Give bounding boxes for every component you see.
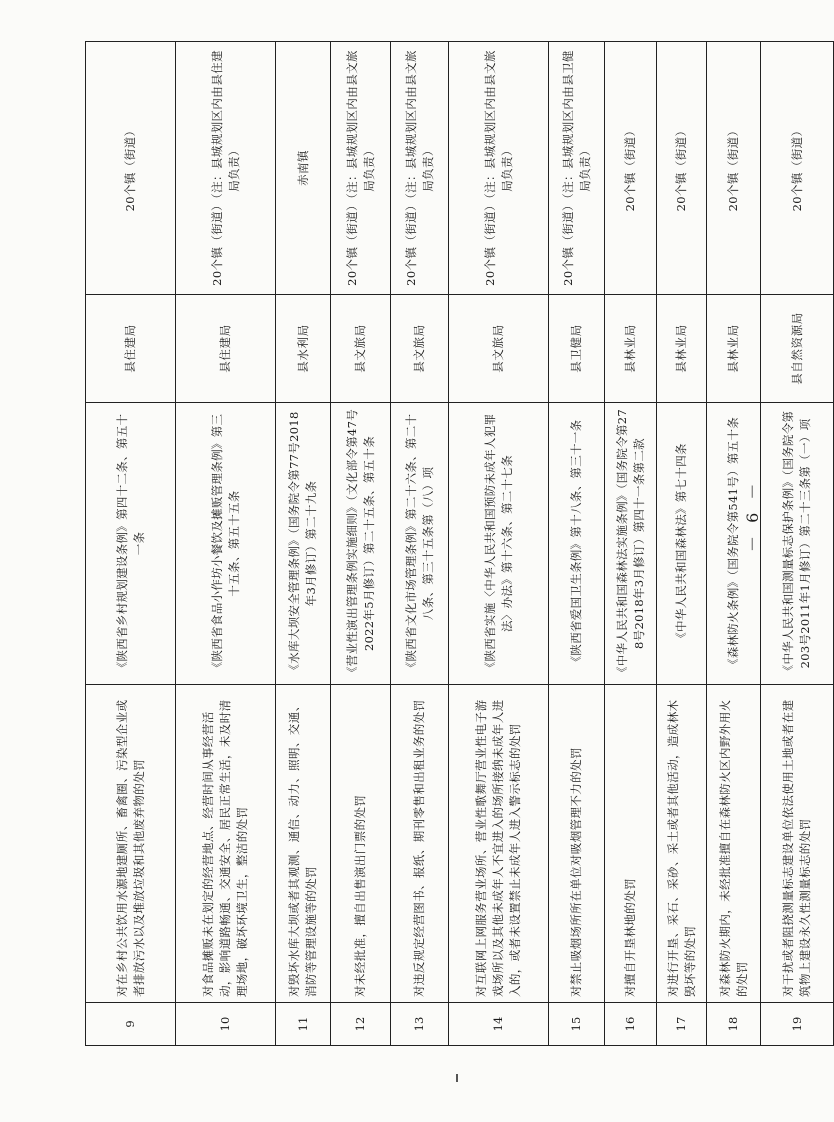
- legal-basis-cell: 《中华人民共和国森林法实施条例》（国务院令第278号2018年3月修订）第四十一条第二款: [605, 402, 657, 684]
- legal-basis-cell: 《陕西省食品小作坊小餐饮及摊贩管理条例》第三十五条、第五十五条: [176, 402, 276, 684]
- row-number-cell: 10: [176, 1003, 276, 1046]
- table-row: [761, 41, 834, 1045]
- legal-basis-cell: 《水库大坝安全管理条例》（国务院令第77号2018年3月修订）第二十九条: [276, 402, 331, 684]
- table-row: [449, 41, 549, 1045]
- department-cell: 县文旅局: [449, 294, 549, 402]
- legal-basis-cell: 《陕西省乡村规划建设条例》第四十二条、第五十一条: [86, 402, 176, 684]
- table-row: [391, 41, 449, 1045]
- department-cell: 县卫健局: [549, 294, 605, 402]
- town-cell: 20个镇（街道）: [605, 41, 657, 294]
- penalty-item-cell: 对违反规定经营图书、报纸、期刊零售和出租业务的处罚: [391, 685, 449, 1003]
- department-cell: 县林业局: [707, 294, 761, 402]
- penalty-item-cell: 对禁止吸烟场所所在单位对吸烟管理不力的处罚: [549, 685, 605, 1003]
- row-number-cell: 16: [605, 1003, 657, 1046]
- penalty-item-cell: 对干扰或者阻挠测量标志建设单位依法使用土地或者在建筑物上建设永久性测量标志的处罚: [761, 685, 834, 1003]
- department-cell: 县林业局: [657, 294, 707, 402]
- legal-basis-cell: 《营业性演出管理条例实施细则》（文化部令第47号2022年5月修订）第二十五条、第五十条: [331, 402, 391, 684]
- row-number-cell: 12: [331, 1003, 391, 1046]
- department-cell: 县林业局: [605, 294, 657, 402]
- table-row: [657, 41, 707, 1045]
- penalty-item-cell: 对毁坏水库大坝或者其观测、通信、动力、照明、交通、消防等管理设施等的处罚: [276, 685, 331, 1003]
- town-cell: 20个镇（街道）（注：县城规划区内由县文旅局负责）: [391, 41, 449, 294]
- penalty-item-cell: 对在乡村公共饮用水源地建厕所、畜禽圈、污染型企业或者排放污水以及堆放垃圾和其他废弃物的处罚: [86, 685, 176, 1003]
- town-cell: 20个镇（街道）: [761, 41, 834, 294]
- table-row: [549, 41, 605, 1045]
- penalty-item-cell: 对擅自开垦林地的处罚: [605, 685, 657, 1003]
- penalty-item-cell: 对未经批准，擅自出售演出门票的处罚: [331, 685, 391, 1003]
- penalty-item-cell: 对互联网上网服务营业场所、营业性歌舞厅营业性电子游戏场所以及其他未成年人不宜进入的场所接纳未成年人进入的，或者未设置禁止未成年人进入警示标志的处罚: [449, 685, 549, 1003]
- legal-basis-cell: 《陕西省爱国卫生条例》第十八条、第三十一条: [549, 402, 605, 684]
- rotated-table-page: [85, 42, 812, 1046]
- row-number-cell: 19: [761, 1003, 834, 1046]
- department-cell: 县文旅局: [331, 294, 391, 402]
- legal-basis-cell: 《中华人民共和国测量标志保护条例》（国务院令第203号2011年1月修订）第二十三条第（一）项: [761, 402, 834, 684]
- town-cell: 20个镇（街道）（注：县城规划区内由县文旅局负责）: [331, 41, 391, 294]
- department-cell: 县住建局: [176, 294, 276, 402]
- department-cell: 县水利局: [276, 294, 331, 402]
- table-row: [605, 41, 657, 1045]
- penalty-item-cell: 对食品摊贩未在划定的经营地点、经营时间从事经营活动，影响道路畅通、交通安全、居民正常生活，未及时清理场地，破坏环境卫生，整洁的处罚: [176, 685, 276, 1003]
- town-cell: 赤南镇: [276, 41, 331, 294]
- row-number-cell: 14: [449, 1003, 549, 1046]
- table-row: [86, 41, 176, 1045]
- town-cell: 20个镇（街道）: [707, 41, 761, 294]
- town-cell: 20个镇（街道）: [657, 41, 707, 294]
- scan-artifact-mark: [456, 1074, 458, 1082]
- legal-basis-cell: 《中华人民共和国森林法》第七十四条: [657, 402, 707, 684]
- legal-basis-cell: 《陕西省实施〈中华人民共和国预防未成年人犯罪法〉办法》第十六条、第二十七条: [449, 402, 549, 684]
- row-number-cell: 9: [86, 1003, 176, 1046]
- row-number-cell: 15: [549, 1003, 605, 1046]
- legal-basis-cell: 《陕西省文化市场管理条例》第二十六条、第二十八条、第三十五条第（八）项: [391, 402, 449, 684]
- penalty-item-cell: 对进行开垦、采石、采砂、采土或者其他活动，造成林木毁坏等的处罚: [657, 685, 707, 1003]
- town-cell: 20个镇（街道）（注：县城规划区内由县住建局负责）: [176, 41, 276, 294]
- row-number-cell: 13: [391, 1003, 449, 1046]
- row-number-cell: 17: [657, 1003, 707, 1046]
- table-row: [331, 41, 391, 1045]
- penalty-items-table: [85, 41, 834, 1046]
- town-cell: 20个镇（街道）（注：县城规划区内由县文旅局负责）: [449, 41, 549, 294]
- town-cell: 20个镇（街道）（注：县城规划区内由县卫健局负责）: [549, 41, 605, 294]
- legal-basis-cell: 《森林防火条例》（国务院令第541号）第五十条: [707, 402, 761, 684]
- table-row: [176, 41, 276, 1045]
- penalty-item-cell: 对森林防火期内，未经批准擅自在森林防火区内野外用火的处罚: [707, 685, 761, 1003]
- department-cell: 县自然资源局: [761, 294, 834, 402]
- table-row: [276, 41, 331, 1045]
- town-cell: 20个镇（街道）: [86, 41, 176, 294]
- department-cell: 县住建局: [86, 294, 176, 402]
- department-cell: 县文旅局: [391, 294, 449, 402]
- row-number-cell: 18: [707, 1003, 761, 1046]
- row-number-cell: 11: [276, 1003, 331, 1046]
- page-number: － 6 －: [743, 479, 762, 552]
